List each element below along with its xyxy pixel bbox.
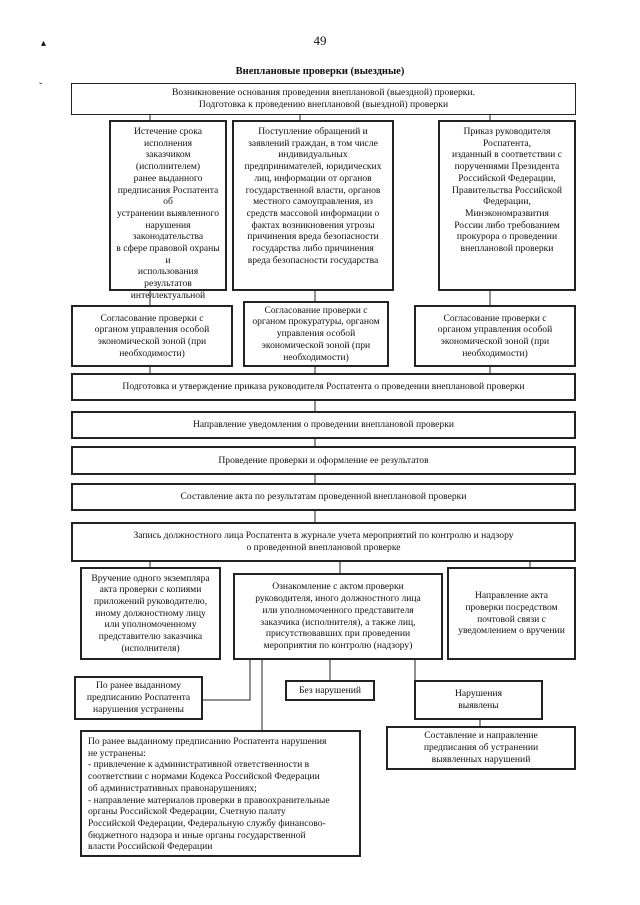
agreement-left-box: Согласование проверки с органом управления особой экономической зоной (при необходимости) [71,305,233,367]
page-number: 49 [313,33,327,48]
mail-act-box: Направление акта проверки посредством почтовой связи с уведомлением о вручении [447,567,576,660]
header-box: Возникновение основания проведения внеплановой (выездной) проверки. Подготовка к проведению внеплановой (выездной) проверки [71,83,576,115]
violations-eliminated-box: По ранее выданному предписанию Роспатента нарушения устранены [74,676,203,720]
agreement-center-box: Согласование проверки с органом прокуратуры, органом управления особой экономической зоной (при необходимости) [243,301,389,367]
notice-box: Направление уведомления о проведении внеплановой проверки [71,411,576,439]
connector [203,660,250,700]
journal-box: Запись должностного лица Роспатента в журнале учета мероприятий по контролю и надзору о проведенной внеплановой проверке [71,522,576,562]
violations-not-eliminated-box: По ранее выданному предписанию Роспатента нарушения не устранены: - привлечение к административной ответственности в соответствии с нормами Кодекса Российской Федерации об административных правонарушениях; - направление материалов проверки в правоохранительные органы Российской Федерации, Счетную палату Российской Федерации, Федеральную службу финансово- бюджетного надзора и иные органы государственной власти Российской Федерации [80,730,361,857]
ground-expired-prescription-box: Истечение срока исполнения заказчиком (исполнителем) ранее выданного предписания Роспатента об устранении выявленного нарушения законодательства в сфере правовой охраны и использования результатов интеллектуальной [109,120,227,291]
agreement-right-box: Согласование проверки с органом управления особой экономической зоной (при необходимости) [414,305,576,367]
diagram-title: Внеплановые проверки (выездные) [235,66,405,77]
no-violations-box: Без нарушений [285,680,375,701]
conduct-box: Проведение проверки и оформление ее результатов [71,446,576,475]
prescription-box: Составление и направление предписания об устранении выявленных нарушений [386,726,576,770]
violations-found-box: Нарушения выявлены [414,680,543,720]
ground-order-box: Приказ руководителя Роспатента, изданный в соответствии с поручениями Президента Российской Федерации, Правительства Российской Федерации, Минэкономразвития России либо требованием прокурора о проведении внеплановой проверки [438,120,576,291]
order-box: Подготовка и утверждение приказа руководителя Роспатента о проведении внеплановой проверки [71,373,576,401]
margin-mark: ▴ [41,38,47,49]
act-box: Составление акта по результатам проведенной внеплановой проверки [71,483,576,511]
ground-appeals-box: Поступление обращений и заявлений граждан, в том числе индивидуальных предпринимателей, юридических лиц, информации от органов государственной власти, органов местного самоуправления, из средств массовой информации о фактах возникновения угрозы причинения вреда безопасности государства либо причинения вреда безопасности государства [232,120,394,291]
deliver-act-box: Вручение одного экземпляра акта проверки с копиями приложений руководителю, иному должностному лицу или уполномоченному представителю заказчика (исполнителя) [80,567,221,660]
familiarize-act-box: Ознакомление с актом проверки руководителя, иного должностного лица или уполномоченного представителя заказчика (исполнителя), а также лиц, присутствовавших при проведении мероприятия по контролю (надзору) [233,573,443,660]
margin-mark: ˇ [39,82,43,93]
